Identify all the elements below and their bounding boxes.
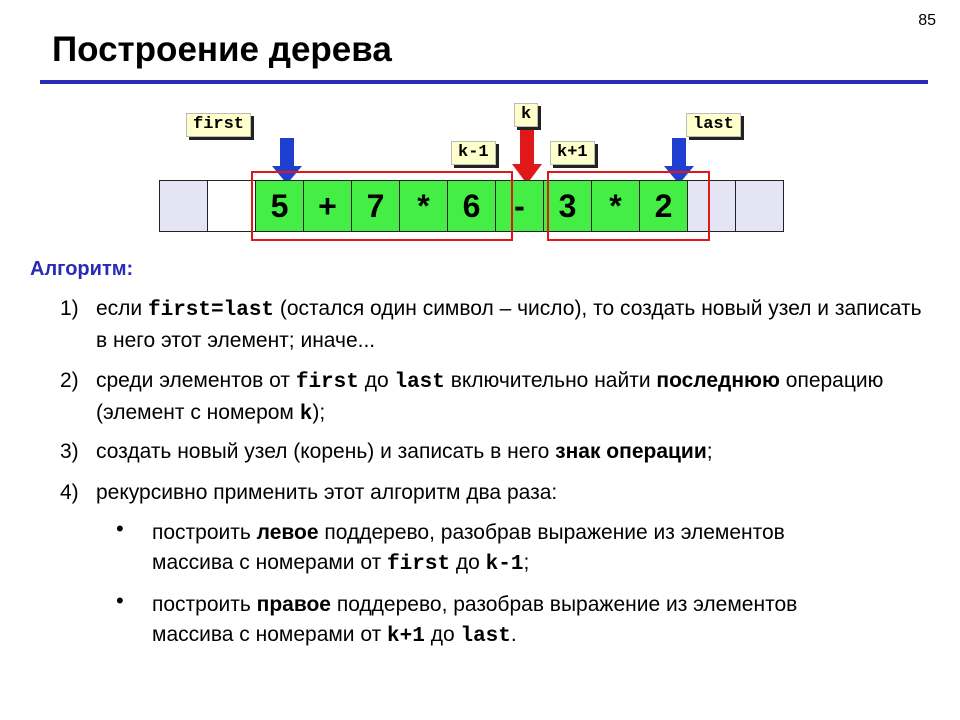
array-cell: 7 bbox=[351, 180, 400, 232]
array-cell bbox=[159, 180, 208, 232]
array-cell bbox=[207, 180, 256, 232]
code-first: first bbox=[295, 371, 359, 394]
step-text: если first=last (остался один символ – число), то создать новый узел и записать в него этот элемент; иначе... bbox=[96, 297, 922, 352]
code-first: first bbox=[387, 553, 451, 576]
step-number: 3) bbox=[60, 440, 79, 463]
slide-number: 85 bbox=[918, 12, 936, 29]
array-cell: + bbox=[303, 180, 352, 232]
bullet-text: построить левое поддерево, разобрав выражение из элементов массива с номерами от first до k-1; bbox=[152, 521, 785, 576]
step-number: 1) bbox=[60, 297, 79, 320]
bullet-icon: • bbox=[116, 516, 124, 541]
emphasis-last: последнюю bbox=[656, 369, 780, 392]
code-k: k bbox=[299, 403, 313, 426]
array-cell: 2 bbox=[639, 180, 688, 232]
array-cell: * bbox=[399, 180, 448, 232]
label-k-plus-1: k+1 bbox=[550, 141, 595, 165]
algorithm-heading: Алгоритм: bbox=[30, 258, 134, 280]
code-last: last bbox=[460, 625, 511, 648]
code-k-plus-1: k+1 bbox=[387, 625, 425, 648]
label-last: last bbox=[686, 113, 741, 137]
page-title: Построение дерева bbox=[52, 30, 392, 69]
step-number: 2) bbox=[60, 369, 79, 392]
left-range-box bbox=[251, 171, 513, 241]
code-last: last bbox=[394, 371, 445, 394]
label-first: first bbox=[186, 113, 251, 137]
step-text: рекурсивно применить этот алгоритм два раза: bbox=[96, 481, 558, 504]
bullet-icon: • bbox=[116, 588, 124, 613]
emphasis-right: правое bbox=[256, 593, 331, 616]
array-cell: - bbox=[495, 180, 544, 232]
label-k-minus-1: k-1 bbox=[451, 141, 496, 165]
array-cell: * bbox=[591, 180, 640, 232]
step-number: 4) bbox=[60, 481, 79, 504]
code-first-eq-last: first=last bbox=[148, 299, 275, 322]
bullet-text: построить правое поддерево, разобрав выражение из элементов массива с номерами от k+1 до last. bbox=[152, 593, 798, 648]
array-cell bbox=[735, 180, 784, 232]
title-divider bbox=[40, 80, 928, 84]
step-text: создать новый узел (корень) и записать в него знак операции; bbox=[96, 440, 713, 463]
emphasis-operation-sign: знак операции bbox=[555, 440, 707, 463]
right-range-box bbox=[547, 171, 710, 241]
array-cell: 6 bbox=[447, 180, 496, 232]
array-cell: 5 bbox=[255, 180, 304, 232]
array-cell: 3 bbox=[543, 180, 592, 232]
label-k: k bbox=[514, 103, 538, 127]
emphasis-left: левое bbox=[256, 521, 319, 544]
code-k-minus-1: k-1 bbox=[485, 553, 524, 576]
step-text: среди элементов от first до last включительно найти последнюю операцию (элемент с номером k); bbox=[96, 369, 884, 426]
k-arrow-icon bbox=[512, 130, 542, 184]
